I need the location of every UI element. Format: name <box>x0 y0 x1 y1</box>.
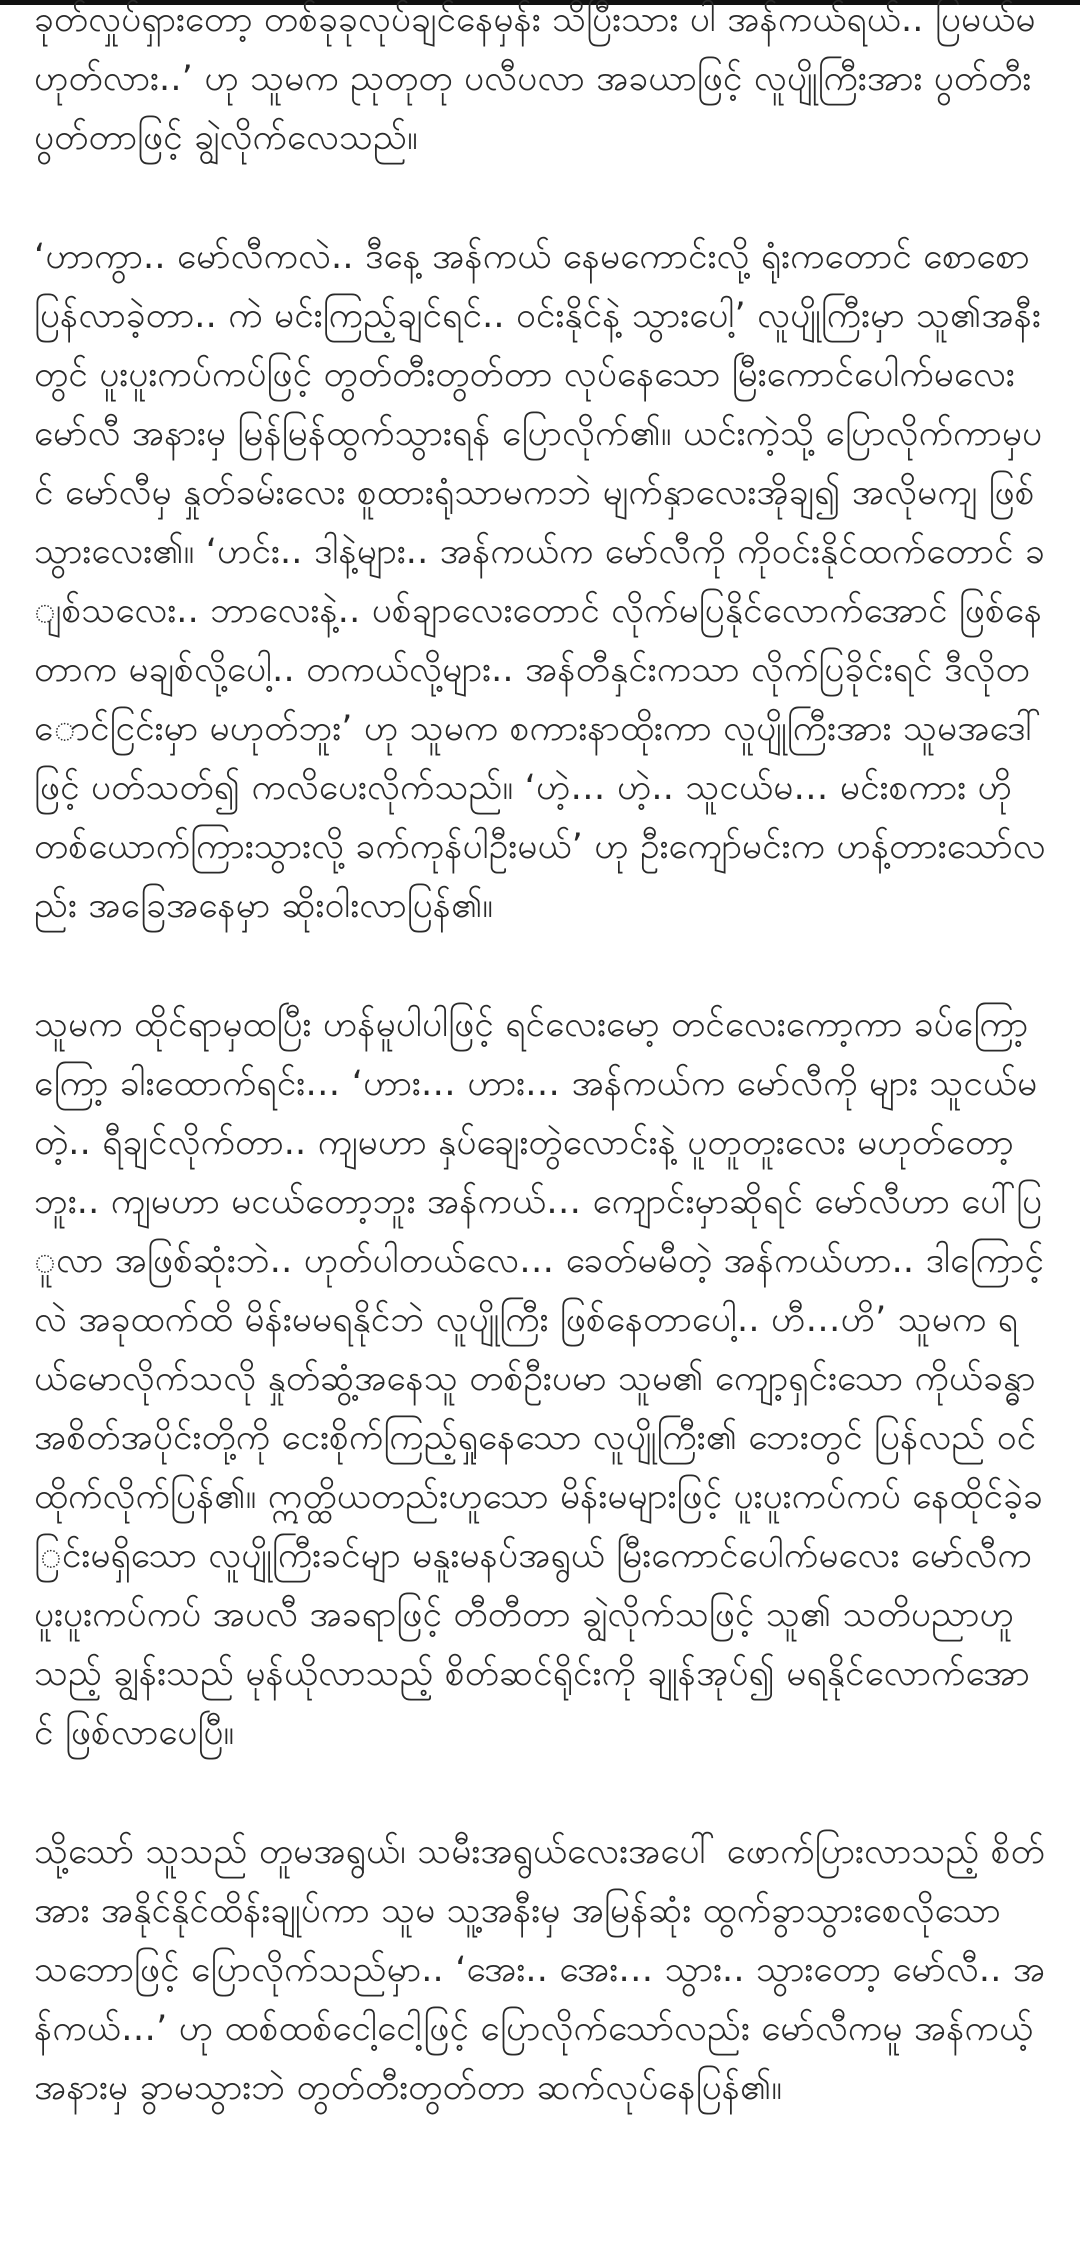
paragraph: သို့သော် သူသည် တူမအရွယ်၊ သမီးအရွယ်လေးအပေါ် ဖောက်ပြားလာသည့် စိတ်အား အနိုင်နိုင်ထိန်းချုပ်ကာ သူမ သူ့အနီးမှ အမြန်ဆုံး ထွက်ခွာသွားစေလိုသော သဘောဖြင့် ပြောလိုက်သည်မှာ.. ‘အေး.. အေး… သွား.. သွားတော့ မော်လီ.. အန်ကယ်…’ ဟု ထစ်ထစ်ငေါ့ငေါ့ဖြင့် ပြောလိုက်သော်လည်း မော်လီကမူ အန်ကယ့်အနားမှ ခွာမသွားဘဲ တွတ်တီးတွတ်တာ ဆက်လုပ်နေပြန်၏။ <box>34 1832 1046 2108</box>
paragraph: ခုတ်လှုပ်ရှားတော့ တစ်ခုခုလုပ်ချင်နေမှန်း သိပြီးသား ပါ အန်ကယ်ရယ်.. ပြမယ်မဟုတ်လား..’ ဟု သူမက ညုတုတု ပလီပလာ အခယာဖြင့် လူပျိုကြီးအား ပွတ်တီးပွတ်တာဖြင့် ချွဲလိုက်လေသည်။ <box>34 0 1036 158</box>
paragraph: ‘ဟာကွာ.. မော်လီကလဲ.. ဒီနေ့ အန်ကယ် နေမကောင်းလို့ ရုံးကတောင် စောစောပြန်လာခဲ့တာ.. ကဲ မင်းကြည့်ချင်ရင်.. ဝင်းနိုင်နဲ့ သွားပေါ့’ လူပျိုကြီးမှာ သူ၏အနီးတွင် ပူးပူးကပ်ကပ်ဖြင့် တွတ်တီးတွတ်တာ လုပ်နေသော မြီးကောင်ပေါက်မလေး မော်လီ အနားမှ မြန်မြန်ထွက်သွားရန် ပြောလိုက်၏။ ယင်းကဲ့သို့ ပြောလိုက်ကာမှပင် မော်လီမှ နှုတ်ခမ်းလေး စူထားရုံသာမကဘဲ မျက်နှာလေးအိုချ၍ အလိုမကျ ဖြစ်သွားလေး၏။ ‘ဟင်း.. ဒါနဲ့များ.. အန်ကယ်က မော်လီကို ကိုဝင်းနိုင်ထက်တောင် ချစ်သလေး.. ဘာလေးနဲ့.. ပစ်ချာလေးတောင် လိုက်မပြနိုင်လောက်အောင် ဖြစ်နေတာက မချစ်လို့ပေါ့.. တကယ်လို့များ.. အန်တီနှင်းကသာ လိုက်ပြခိုင်းရင် ဒီလိုတောင်ငြင်းမှာ မဟုတ်ဘူး’ ဟု သူမက စကားနာထိုးကာ လူပျိုကြီးအား သူမအဒေါ်ဖြင့် ပတ်သတ်၍ ကလိပေးလိုက်သည်။ ‘ဟဲ့… ဟဲ့.. သူငယ်မ… မင်းစကား ဟိုတစ်ယောက်ကြားသွားလို့ ခက်ကုန်ပါဦးမယ်’ ဟု ဦးကျော်မင်းက ဟန့်တားသော်လည်း အခြေအနေမှာ ဆိုးဝါးလာပြန်၏။ <box>34 237 1046 926</box>
article-body <box>34 0 1046 2118</box>
paragraph: သူမက ထိုင်ရာမှထပြီး ဟန်မူပါပါဖြင့် ရင်လေးမော့ တင်လေးကော့ကာ ခပ်ကြော့ကြော့ ခါးထောက်ရင်း… ‘ဟား… ဟား… အန်ကယ်က မော်လီကို များ သူငယ်မတဲ့.. ရီချင်လိုက်တာ.. ကျမဟာ နှပ်ချေးတွဲလောင်းနဲ့ ပူတူတူးလေး မဟုတ်တော့ဘူး.. ကျမဟာ မငယ်တော့ဘူး အန်ကယ်… ကျောင်းမှာဆိုရင် မော်လီဟာ ပေါ်ပြူလာ အဖြစ်ဆုံးဘဲ.. ဟုတ်ပါတယ်လေ… ခေတ်မမီတဲ့ အန်ကယ်ဟာ.. ဒါကြောင့်လဲ အခုထက်ထိ မိန်းမမရနိုင်ဘဲ လူပျိုကြီး ဖြစ်နေတာပေါ့.. ဟီ…ဟိ’ သူမက ရယ်မောလိုက်သလို နှုတ်ဆွံ့အနေသူ တစ်ဦးပမာ သူမ၏ ကျော့ရှင်းသော ကိုယ်ခန္ဓာ အစိတ်အပိုင်းတို့ကို ငေးစိုက်ကြည့်ရှုနေသော လူပျိုကြီး၏ ဘေးတွင် ပြန်လည် ဝင်ထိုက်လိုက်ပြန်၏။ ဣတ္ထိယတည်းဟူသော မိန်းမများဖြင့် ပူးပူးကပ်ကပ် နေထိုင်ခဲ့ခြင်းမရှိသော လူပျိုကြီးခင်မျာ မနူးမနပ်အရွယ် မြီးကောင်ပေါက်မလေး မော်လီက ပူးပူးကပ်ကပ် အပလီ အခရာဖြင့် တီတီတာ ချွဲလိုက်သဖြင့် သူ၏ သတိပညာဟူသည့် ချွန်းသည် မုန်ယိုလာသည့် စိတ်ဆင်ရိုင်းကို ချုန်အုပ်၍ မရနိုင်လောက်အောင် ဖြစ်လာပေပြီ။ <box>34 1005 1045 1753</box>
